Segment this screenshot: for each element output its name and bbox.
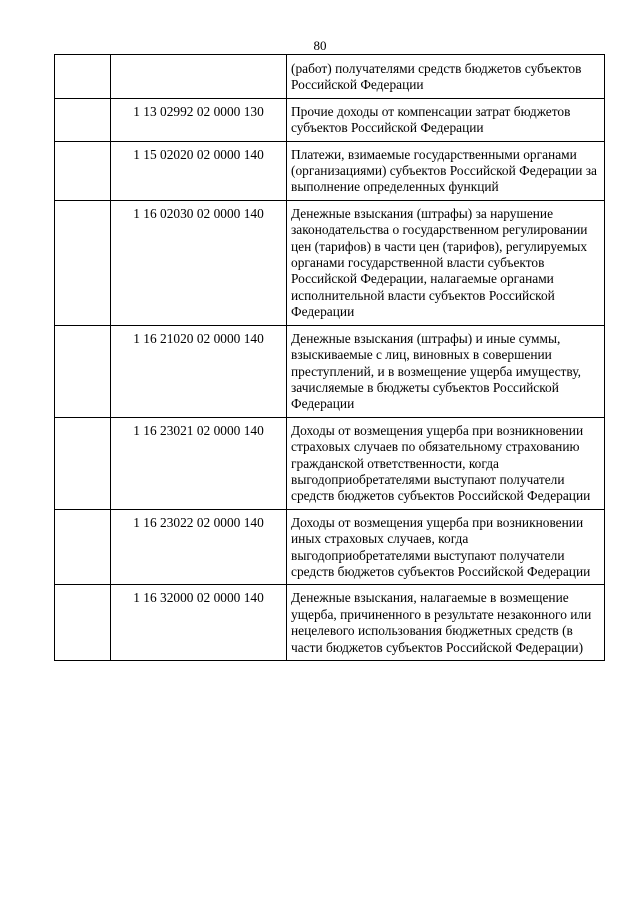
income-description-cell: Платежи, взимаемые государственными органами (организациями) субъектов Российской Федерации за выполнение определенных функций (287, 141, 605, 200)
table-row (55, 325, 605, 417)
admin-code-cell (55, 141, 111, 200)
income-description-cell: Денежные взыскания, налагаемые в возмещение ущерба, причиненного в результате незаконного или нецелевого использования бюджетных средств (в части бюджетов субъектов Российской Федерации) (287, 585, 605, 661)
table-row (55, 55, 605, 99)
admin-code-cell (55, 417, 111, 509)
admin-code-cell (55, 55, 111, 99)
income-code-cell: 1 15 02020 02 0000 140 (111, 141, 287, 200)
admin-code-cell (55, 200, 111, 325)
page-number: 80 (313, 38, 327, 53)
income-description-cell: Доходы от возмещения ущерба при возникновении иных страховых случаев, когда выгодоприобретателями выступают получатели средств бюджетов субъектов Российской Федерации (287, 509, 605, 585)
admin-code-cell (55, 585, 111, 661)
table-row (55, 98, 605, 141)
table-row (55, 417, 605, 509)
income-description-cell: Доходы от возмещения ущерба при возникновении страховых случаев по обязательному страхованию гражданской ответственности, когда выгодоприобретателями выступают получатели средств бюджетов субъектов Российской Федерации (287, 417, 605, 509)
income-code-cell: 1 13 02992 02 0000 130 (111, 98, 287, 141)
admin-code-cell (55, 509, 111, 585)
table-row (55, 141, 605, 200)
income-code-cell: 1 16 23022 02 0000 140 (111, 509, 287, 585)
admin-code-cell (55, 98, 111, 141)
income-code-cell: 1 16 32000 02 0000 140 (111, 585, 287, 661)
income-description-cell: (работ) получателями средств бюджетов субъектов Российской Федерации (287, 55, 605, 99)
income-description-cell: Денежные взыскания (штрафы) за нарушение законодательства о государственном регулировании цен (тарифов) в части цен (тарифов), регулируемых органами государственной власти субъектов Российской Федерации, налагаемые органами исполнительной власти субъектов Российской Федерации (287, 200, 605, 325)
table-row (55, 200, 605, 325)
income-description-cell: Прочие доходы от компенсации затрат бюджетов субъектов Российской Федерации (287, 98, 605, 141)
table-row (55, 585, 605, 661)
income-code-cell: 1 16 23021 02 0000 140 (111, 417, 287, 509)
table-row (55, 509, 605, 585)
income-code-cell (111, 55, 287, 99)
budget-classification-table (54, 54, 605, 661)
income-code-cell: 1 16 02030 02 0000 140 (111, 200, 287, 325)
income-description-cell: Денежные взыскания (штрафы) и иные суммы, взыскиваемые с лиц, виновных в совершении преступлений, и в возмещение ущерба имуществу, зачисляемые в бюджеты субъектов Российской Федерации (287, 325, 605, 417)
income-code-cell: 1 16 21020 02 0000 140 (111, 325, 287, 417)
admin-code-cell (55, 325, 111, 417)
